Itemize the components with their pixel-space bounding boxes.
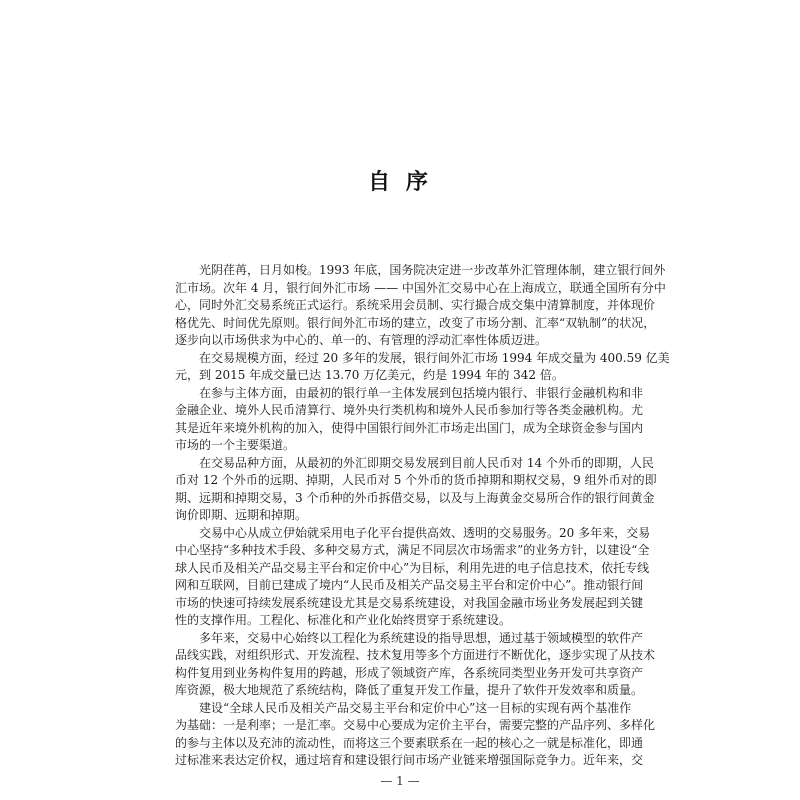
paragraph-line: 建设“全球人民币及相关产品交易主平台和定价中心”这一目标的实现有两个基准作 [199,700,632,715]
paragraph-line: 格优先、时间优先原则。银行间外汇市场的建立，改变了市场分割、汇率“双轨制”的状况， [175,315,656,330]
paragraph-line: 元，到 2015 年成交量已达 13.70 万亿美元，约是 1994 年的 342 倍。 [175,368,564,382]
preface-body [175,262,670,770]
paragraph-line: 在交易品种方面，从最初的外汇即期交易发展到目前人民币对 14 个外币的即期，人民 [199,455,654,470]
paragraph-line: 市场的快速可持续发展系统建设尤其是交易系统建设，对我国金融市场业务发展起到关键 [175,595,644,610]
paragraph-line: 汇市场。次年 4 月，银行间外汇市场 —— 中国外汇交易中心在上海成立，联通全国所有分中 [175,280,666,295]
paragraph-line: 为基础：一是利率；一是汇率。交易中心要成为定价主平台，需要完整的产品序列、多样化 [175,718,656,732]
paragraph-line: 品线实践，对组织形式、开发流程、技术复用等多个方面进行不断优化，逐步实现了从技术 [175,648,656,662]
paragraph-line: 币对 12 个外币的远期、掉期，人民币对 5 个外币的货币掉期和期权交易，9 组外币对的即 [175,473,657,487]
paragraph [175,630,656,700]
paragraph-line: 中心坚持“多种技术手段、多种交易方式，满足不同层次市场需求”的业务方针，以建设“全 [175,543,650,557]
paragraph-line: 逐步向以市场供求为中心的、单一的、有管理的浮动汇率性体质迈进。 [175,333,548,347]
paragraph-line: 在参与主体方面，由最初的银行单一主体发展到包括境内银行、非银行金融机构和非 [199,385,644,400]
paragraph-line: 市场的一个主要渠道。 [175,438,296,452]
paragraph-line: 询价即期、远期和掉期。 [175,508,308,522]
paragraph-line: 多年来，交易中心始终以工程化为系统建设的指导思想，通过基于领域模型的软件产 [199,630,644,645]
paragraph-line: 网和互联网，目前已建成了境内“人民币及相关产品交易主平台和定价中心”。推动银行间 [175,578,644,592]
paragraph [175,700,656,770]
paragraph-line: 光阴荏苒，日月如梭。1993 年底，国务院决定进一步改革外汇管理体制，建立银行间外 [199,263,666,277]
paragraph-line: 性的支撑作用。工程化、标准化和产业化始终贯穿于系统建设。 [175,613,512,627]
paragraph [175,525,651,630]
paragraph [175,385,644,455]
paragraph-line: 金融企业、境外人民币清算行、境外央行类机构和境外人民币参加行等各类金融机构。尤 [175,403,644,417]
paragraph-line: 过标准来表达定价权，通过培育和建设银行间市场产业链来增强国际竞争力。近年来，交 [175,753,644,767]
paragraph-line: 其是近年来境外机构的加入，使得中国银行间外汇市场走出国门，成为全球资金参与国内 [175,420,644,435]
paragraph-line: 交易中心从成立伊始就采用电子化平台提供高效、透明的交易服务。20 多年来，交易 [199,525,651,540]
paragraph-line: 期、远期和掉期交易，3 个币种的外币拆借交易，以及与上海黄金交易所合作的银行间黄金 [175,490,655,505]
paragraph [175,455,657,525]
paragraph-line: 库资源，极大地规范了系统结构，降低了重复开发工作量，提升了软件开发效率和质量。 [175,683,644,697]
paragraph-line: 球人民币及相关产品交易主平台和定价中心”为目标，利用先进的电子信息技术，依托专线 [175,560,650,575]
paragraph-line: 在交易规模方面，经过 20 多年的发展，银行间外汇市场 1994 年成交量为 400.59 亿美 [199,350,670,365]
paragraph-line: 构件复用到业务构件复用的跨越，形成了领域资产库，各系统同类型业务开发可共享资产 [175,665,644,680]
paragraph-line: 心，同时外汇交易系统正式运行。系统采用会员制、实行撮合成交集中清算制度，并体现价 [175,298,656,312]
page-number: — 1 — [380,774,420,788]
paragraph [175,262,666,350]
page-title: 自 序 [368,169,432,195]
paragraph-line: 的参与主体以及充沛的流动性，而将这三个要素联系在一起的核心之一就是标准化，即通 [175,735,644,750]
paragraph [175,350,670,385]
